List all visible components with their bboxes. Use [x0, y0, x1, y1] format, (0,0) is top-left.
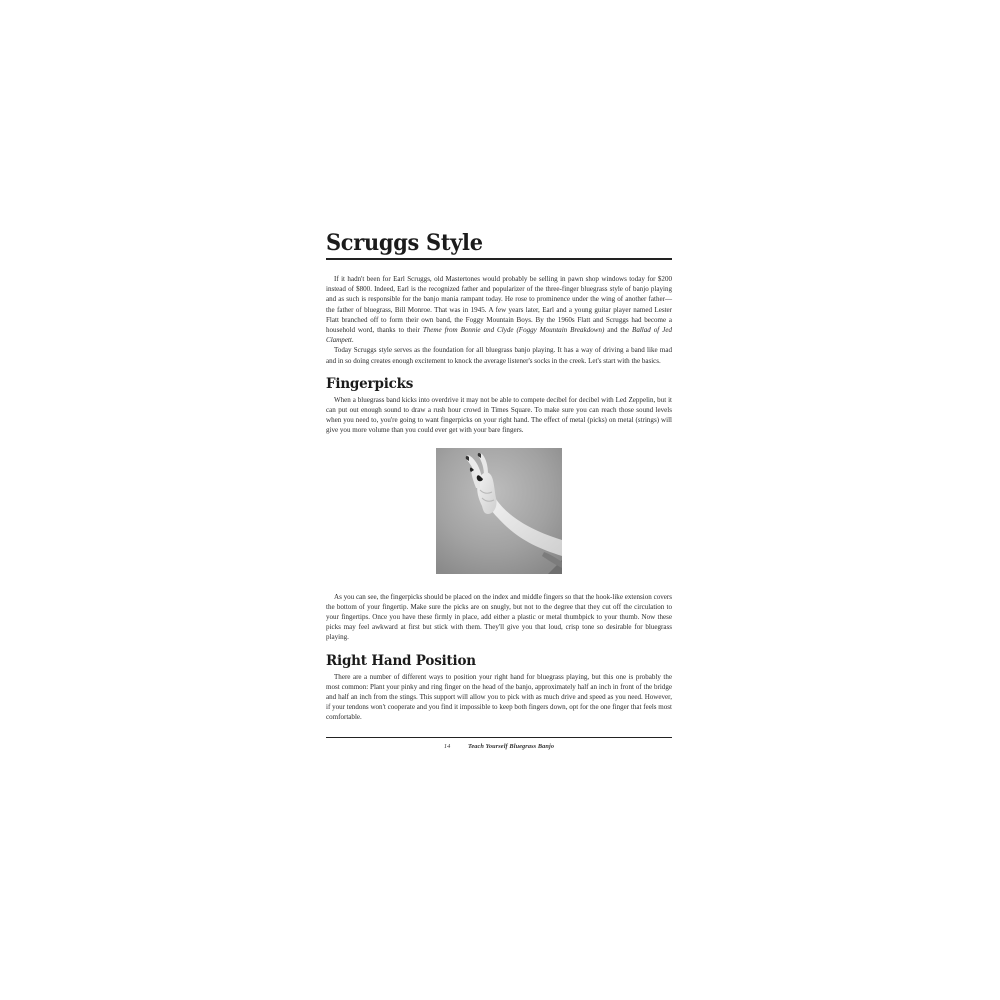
section-title-fingerpicks: Fingerpicks — [326, 375, 414, 392]
chapter-title: Scruggs Style — [326, 230, 483, 256]
fingerpicks-photo — [436, 448, 562, 574]
intro-text-a: If it hadn't been for Earl Scruggs, old Mastertones would probably be selling in pawn shop windows today for $200 instead of $800. Indeed, Earl is the recognized father and popularizer of the three-finger bluegrass style of banjo playing and as such is responsible for the banjo mania rampant today. He rose to prominence under the wing of another father—the father of bluegrass, Bill Monroe. That was in 1945. A few years later, Earl and a young guitar player named Lester Flatt branched off to form their own band, the Foggy Mountain Boys. By the 1960s Flatt and Scruggs had become a household word, thanks to their — [326, 275, 672, 335]
fingerpicks-paragraph-1: When a bluegrass band kicks into overdrive it may not be able to compete decibel for decibel with Led Zeppelin, but it can put out enough sound to draw a rush hour crowd in Times Square. To make sure you can reach those sound levels when you need to, you're going to want fingerpicks on your right hand. The effect of metal (picks) on metal (strings) will give you more volume than you could ever get with your bare fingers. — [326, 395, 672, 435]
page-number: 14 — [443, 743, 451, 751]
right-hand-paragraph-1: There are a number of different ways to position your right hand for bluegrass playing, but this one is probably the most common: Plant your pinky and ring finger on the head of the banjo, approximately half an inch in front of the bridge and half an inch from the stings. This support will allow you to pick with as much drive and speed as you need. However, if your tendons won't cooperate and you find it impossible to keep both fingers down, opt for the one finger that feels most comfortable. — [326, 672, 672, 722]
intro-text-c: . — [351, 336, 354, 345]
book-title: Teach Yourself Bluegrass Banjo — [468, 743, 555, 751]
fingerpicks-paragraph-2: As you can see, the fingerpicks should be placed on the index and middle fingers so that the hook-like extension covers the bottom of your fingertip. Make sure the picks are on snugly, but not to the degree that they cut off the circulation to your fingertips. Once you have these firmly in place, add either a plastic or metal thumbpick to your thumb. Now these picks may feel awkward at first but stick with them. They'll give you that loud, crisp tone so desirable for bluegrass playing. — [326, 592, 672, 642]
document-page — [326, 228, 672, 750]
intro-paragraph-1 — [326, 274, 672, 345]
footer-rule — [326, 737, 672, 739]
hand-with-fingerpicks-image — [436, 448, 562, 574]
intro-italic-2: Ballad of Jed Clampett — [326, 326, 672, 345]
intro-paragraph-2: Today Scruggs style serves as the foundation for all bluegrass banjo playing. It has a way of driving a band like mad and in so doing creates enough excitement to knock the average listener's socks in the creek. Let's start with the basics. — [326, 346, 672, 365]
section-title-right-hand-position: Right Hand Position — [326, 652, 476, 669]
page-footer — [326, 743, 672, 750]
intro-italic-1: Theme from Bonnie and Clyde (Foggy Mountain Breakdown) — [422, 326, 605, 335]
intro-text-b: and the — [604, 326, 633, 335]
